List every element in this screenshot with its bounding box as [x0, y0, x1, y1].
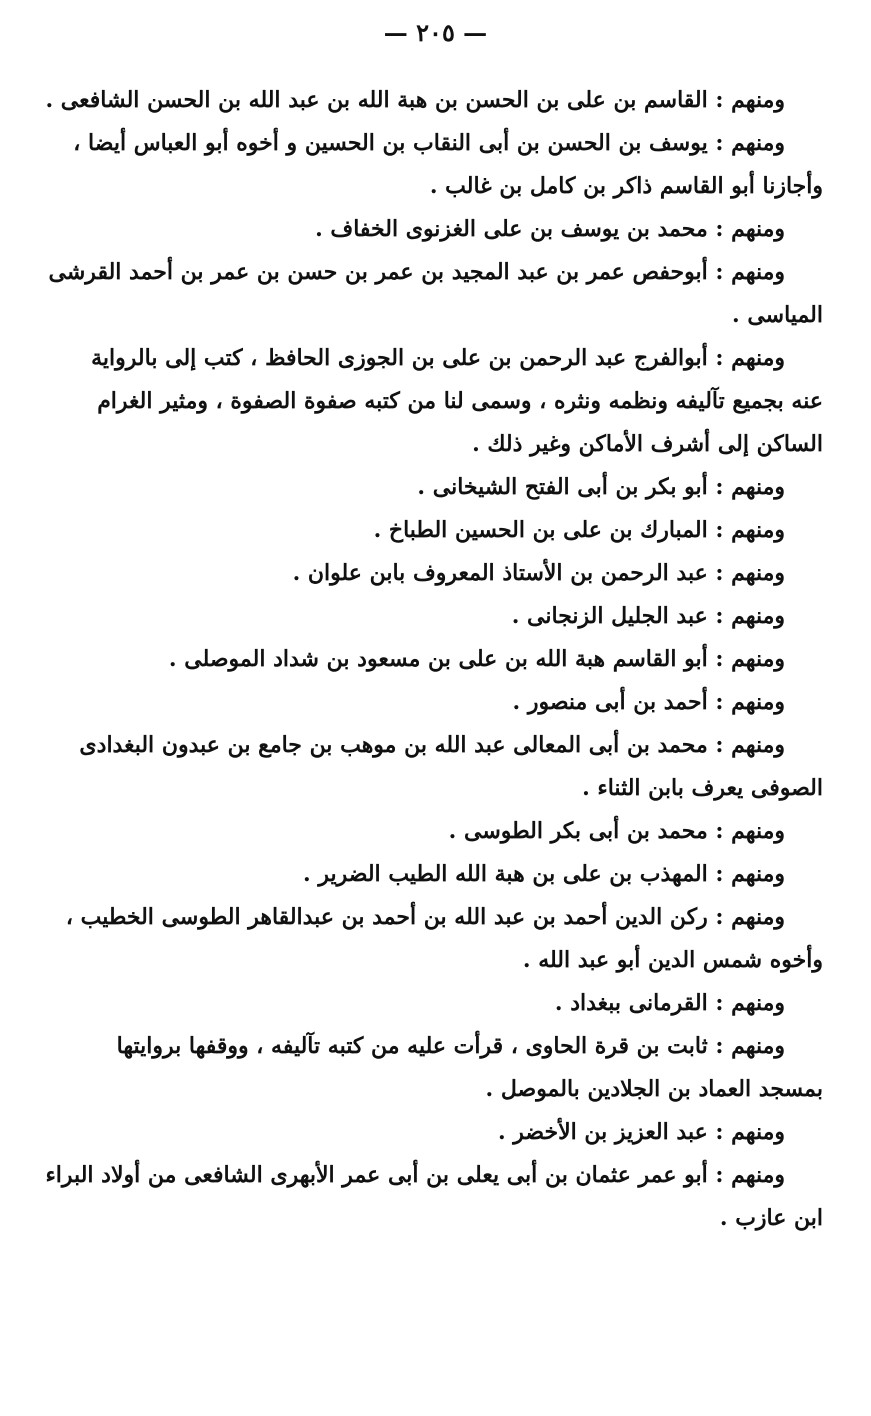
entry-continuation-line: الساكن إلى أشرف الأماكن وغير ذلك .: [472, 431, 823, 457]
entry-paragraph: [41, 337, 823, 466]
entry-paragraph: [41, 79, 823, 122]
entry-continuation-line: المياسى .: [732, 302, 823, 328]
entry-first-line: ومنهم : القرمانى ببغداد .: [554, 990, 785, 1016]
entry-paragraph: [41, 208, 823, 251]
entry-first-line: ومنهم : عبد الجليل الزنجانى .: [511, 603, 785, 629]
entry-paragraph: [41, 681, 823, 724]
entry-first-line: ومنهم : القاسم بن على بن الحسن بن هبة الله بن عبد الله بن الحسن الشافعى .: [45, 87, 785, 113]
entry-paragraph: [41, 853, 823, 896]
entry-paragraph: [41, 466, 823, 509]
entry-continuation-line: عنه بجميع تآليفه ونظمه ونثره ، وسمى لنا من كتبه صفوة الصفوة ، ومثير الغرام: [97, 388, 823, 414]
entry-first-line: ومنهم : محمد بن أبى بكر الطوسى .: [448, 818, 785, 844]
entry-continuation-line: وأجازنا أبو القاسم ذاكر بن كامل بن غالب .: [429, 173, 823, 199]
entry-paragraph: [41, 1154, 823, 1240]
entry-first-line: ومنهم : أبوالفرج عبد الرحمن بن على بن الجوزى الحافظ ، كتب إلى بالرواية: [91, 345, 785, 371]
entry-paragraph: [41, 552, 823, 595]
entry-first-line: ومنهم : المبارك بن على بن الحسين الطباخ .: [373, 517, 785, 543]
entry-paragraph: [41, 982, 823, 1025]
entry-paragraph: [41, 896, 823, 982]
entry-first-line: ومنهم : أبوحفص عمر بن عبد المجيد بن عمر بن حسن بن عمر بن أحمد القرشى: [48, 259, 785, 285]
page-number: — ٢٠٥ —: [383, 18, 488, 47]
entry-paragraph: [41, 724, 823, 810]
entry-first-line: ومنهم : أحمد بن أبى منصور .: [512, 689, 785, 715]
entry-first-line: ومنهم : ركن الدين أحمد بن عبد الله بن أحمد بن عبدالقاهر الطوسى الخطيب ،: [65, 904, 785, 930]
entry-paragraph: [41, 509, 823, 552]
entry-first-line: ومنهم : أبو بكر بن أبى الفتح الشيخانى .: [417, 474, 785, 500]
entry-first-line: ومنهم : عبد الرحمن بن الأستاذ المعروف بابن علوان .: [292, 560, 785, 586]
entry-paragraph: [41, 1111, 823, 1154]
entry-paragraph: [41, 122, 823, 208]
entry-paragraph: [41, 638, 823, 681]
entry-paragraph: [41, 1025, 823, 1111]
entry-continuation-line: الصوفى يعرف بابن الثناء .: [582, 775, 823, 801]
entry-first-line: ومنهم : أبو عمر عثمان بن أبى يعلى بن أبى عمر الأبهرى الشافعى من أولاد البراء: [45, 1162, 785, 1188]
entry-first-line: ومنهم : يوسف بن الحسن بن أبى النقاب بن الحسين و أخوه أبو العباس أيضا ،: [73, 130, 785, 156]
entry-paragraph: [41, 595, 823, 638]
entry-paragraph: [41, 251, 823, 337]
entry-paragraph: [41, 810, 823, 853]
entry-first-line: ومنهم : محمد بن أبى المعالى عبد الله بن موهب بن جامع بن عبدون البغدادى: [79, 732, 785, 758]
entry-first-line: ومنهم : أبو القاسم هبة الله بن على بن مسعود بن شداد الموصلى .: [168, 646, 785, 672]
entry-first-line: ومنهم : محمد بن يوسف بن على الغزنوى الخفاف .: [315, 216, 785, 242]
entry-first-line: ومنهم : ثابت بن قرة الحاوى ، قرأت عليه من كتبه تآليفه ، ووقفها بروايتها: [116, 1033, 785, 1059]
entry-continuation-line: بمسجد العماد بن الجلادين بالموصل .: [485, 1076, 823, 1102]
body-text: [41, 79, 823, 1240]
entry-continuation-line: وأخوه شمس الدين أبو عبد الله .: [522, 947, 823, 973]
entry-first-line: ومنهم : المهذب بن على بن هبة الله الطيب الضرير .: [303, 861, 785, 887]
entry-continuation-line: ابن عازب .: [719, 1205, 823, 1231]
entry-first-line: ومنهم : عبد العزيز بن الأخضر .: [497, 1119, 785, 1145]
